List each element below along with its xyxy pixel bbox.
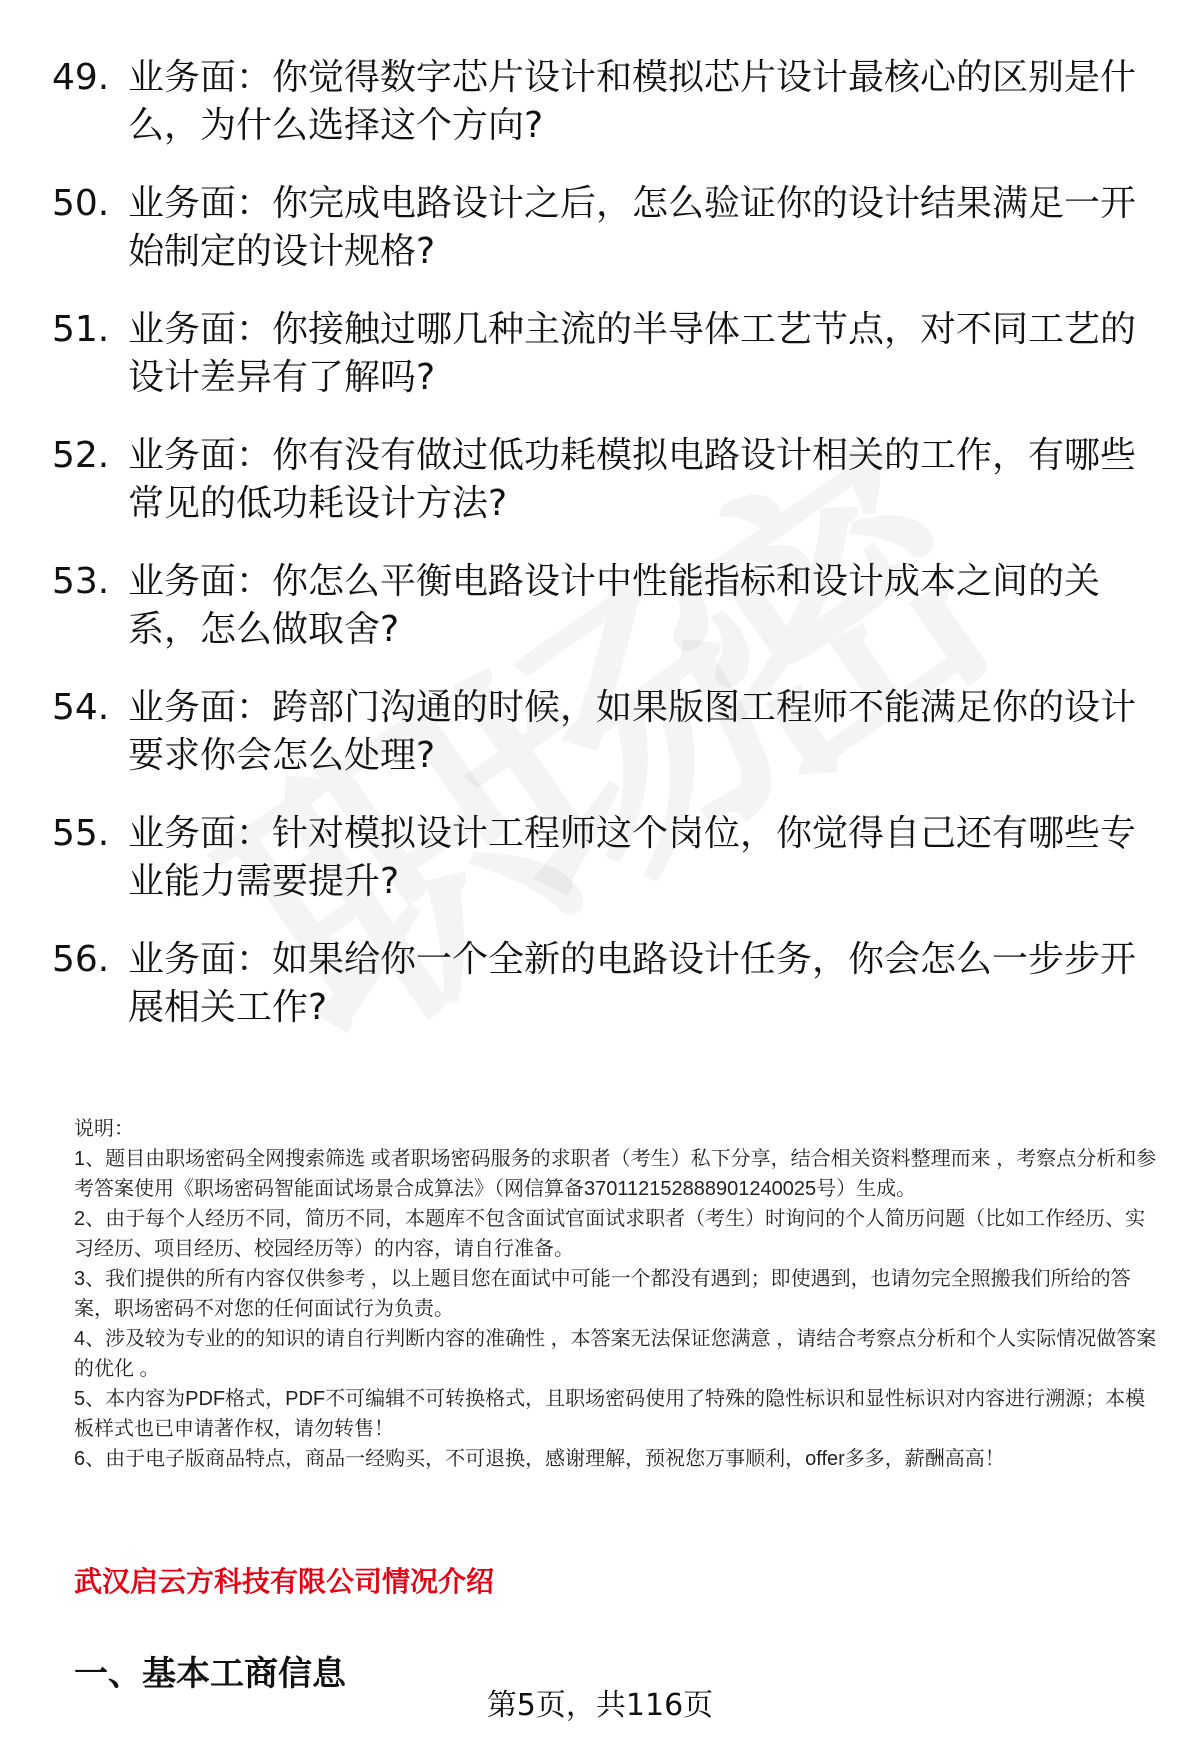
question-text: 业务面：你有没有做过低功耗模拟电路设计相关的工作，有哪些常见的低功耗设计方法? — [128, 435, 1137, 524]
question-number: 54. — [52, 687, 110, 728]
note-item: 4、涉及较为专业的的知识的请自行判断内容的准确性 ，本答案无法保证您满意 ，请结合考察点分析和个人实际情况做答案的优化 。 — [74, 1328, 1157, 1380]
question-number: 50. — [52, 183, 110, 224]
question-text: 业务面：跨部门沟通的时候，如果版图工程师不能满足你的设计要求你会怎么处理? — [128, 687, 1137, 776]
question-text: 业务面：你接触过哪几种主流的半导体工艺节点，对不同工艺的设计差异有了解吗? — [128, 309, 1137, 398]
note-item: 6、由于电子版商品特点，商品一经购买，不可退换，感谢理解，预祝您万事顺利，offer多多，薪酬高高！ — [74, 1448, 1005, 1470]
notes-label: 说明： — [74, 1118, 134, 1140]
question-item — [52, 558, 1152, 654]
page-number: 第5页，共116页 — [486, 1688, 714, 1723]
question-item — [52, 180, 1152, 276]
question-item — [52, 684, 1152, 780]
question-text: 业务面：你怎么平衡电路设计中性能指标和设计成本之间的关系，怎么做取舍? — [128, 561, 1101, 650]
question-text: 业务面：如果给你一个全新的电路设计任务，你会怎么一步步开展相关工作? — [128, 939, 1137, 1028]
question-list — [52, 54, 1152, 1062]
question-text: 业务面：你完成电路设计之后，怎么验证你的设计结果满足一开始制定的设计规格? — [128, 183, 1137, 272]
section-heading: 一、基本工商信息 — [74, 1654, 346, 1694]
question-number: 55. — [52, 813, 110, 854]
notes-section — [74, 1114, 1164, 1474]
question-number: 49. — [52, 57, 110, 98]
company-title: 武汉启云方科技有限公司情况介绍 — [74, 1565, 495, 1598]
question-text: 业务面：你觉得数字芯片设计和模拟芯片设计最核心的区别是什么，为什么选择这个方向? — [128, 57, 1137, 146]
question-item — [52, 936, 1152, 1032]
question-item — [52, 810, 1152, 906]
question-item — [52, 306, 1152, 402]
question-number: 51. — [52, 309, 110, 350]
note-item: 3、我们提供的所有内容仅供参考 ，以上题目您在面试中可能一个都没有遇到；即使遇到，也请勿完全照搬我们所给的答案，职场密码不对您的任何面试行为负责。 — [74, 1268, 1131, 1320]
question-item — [52, 54, 1152, 150]
question-number: 53. — [52, 561, 110, 602]
question-item — [52, 432, 1152, 528]
question-number: 56. — [52, 939, 110, 980]
question-number: 52. — [52, 435, 110, 476]
note-item: 1、题目由职场密码全网搜索筛选 或者职场密码服务的求职者（考生）私下分享，结合相关资料整理而来 ，考察点分析和参考答案使用《职场密码智能面试场景合成算法》（网信算备370112152888901240025号）生成。 — [74, 1148, 1157, 1200]
question-text: 业务面：针对模拟设计工程师这个岗位，你觉得自己还有哪些专业能力需要提升? — [128, 813, 1137, 902]
note-item: 5、本内容为PDF格式，PDF不可编辑不可转换格式，且职场密码使用了特殊的隐性标识和显性标识对内容进行溯源；本模板样式也已申请著作权，请勿转售！ — [74, 1388, 1146, 1440]
note-item: 2、由于每个人经历不同，简历不同，本题库不包含面试官面试求职者（考生）时询问的个人简历问题（比如工作经历、实习经历、项目经历、校园经历等）的内容，请自行准备。 — [74, 1208, 1146, 1260]
